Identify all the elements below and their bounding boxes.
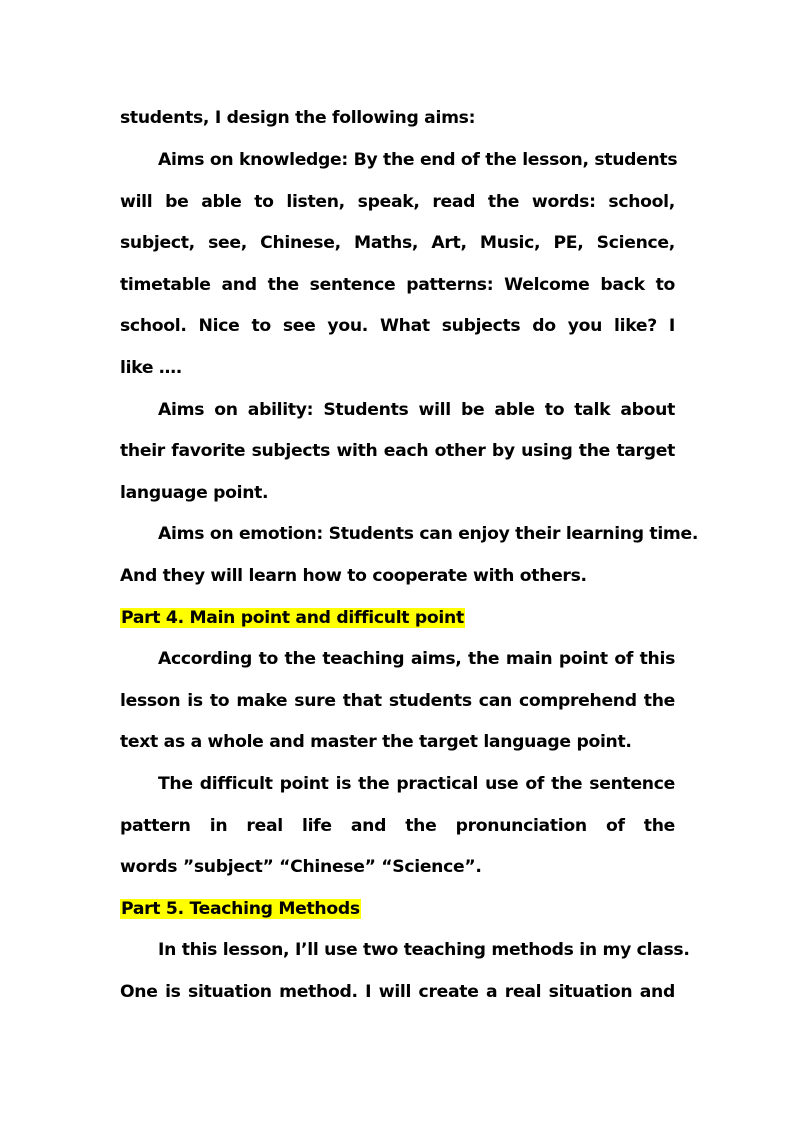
body-text-line: students, I design the following aims: — [120, 108, 476, 128]
body-text-line: And they will learn how to cooperate with others. — [120, 566, 587, 586]
body-text-line: pattern in real life and the pronunciation of the — [120, 816, 675, 836]
body-text-line: subject, see, Chinese, Maths, Art, Music, PE, Science, — [120, 233, 675, 253]
body-text-line: their favorite subjects with each other by using the target — [120, 441, 675, 461]
body-text-line: lesson is to make sure that students can comprehend the — [120, 691, 675, 711]
section-heading-part-4 — [120, 606, 465, 630]
body-text-line: One is situation method. I will create a real situation and — [120, 982, 675, 1002]
highlighted-heading-text: Part 5. Teaching Methods — [121, 899, 360, 919]
body-text-line: According to the teaching aims, the main point of this — [158, 649, 675, 669]
body-text-line: timetable and the sentence patterns: Welcome back to — [120, 275, 675, 295]
highlighted-heading-text: Part 4. Main point and difficult point — [121, 608, 464, 628]
body-text-line: text as a whole and master the target language point. — [120, 732, 632, 752]
body-text-line: language point. — [120, 483, 269, 503]
body-text-line: like …. — [120, 358, 183, 378]
body-text-line: words ”subject” “Chinese” “Science”. — [120, 857, 482, 877]
body-text-line: Aims on ability: Students will be able to talk about — [158, 400, 675, 420]
body-text-line: Aims on knowledge: By the end of the lesson, students — [158, 150, 678, 170]
body-text-line: will be able to listen, speak, read the words: school, — [120, 192, 675, 212]
body-text-line: Aims on emotion: Students can enjoy their learning time. — [158, 524, 699, 544]
body-text-line: school. Nice to see you. What subjects do you like? I — [120, 316, 675, 336]
section-heading-part-5 — [120, 897, 361, 921]
body-text-line: In this lesson, I’ll use two teaching methods in my class. — [158, 940, 690, 960]
body-text-line: The difficult point is the practical use of the sentence — [158, 774, 675, 794]
